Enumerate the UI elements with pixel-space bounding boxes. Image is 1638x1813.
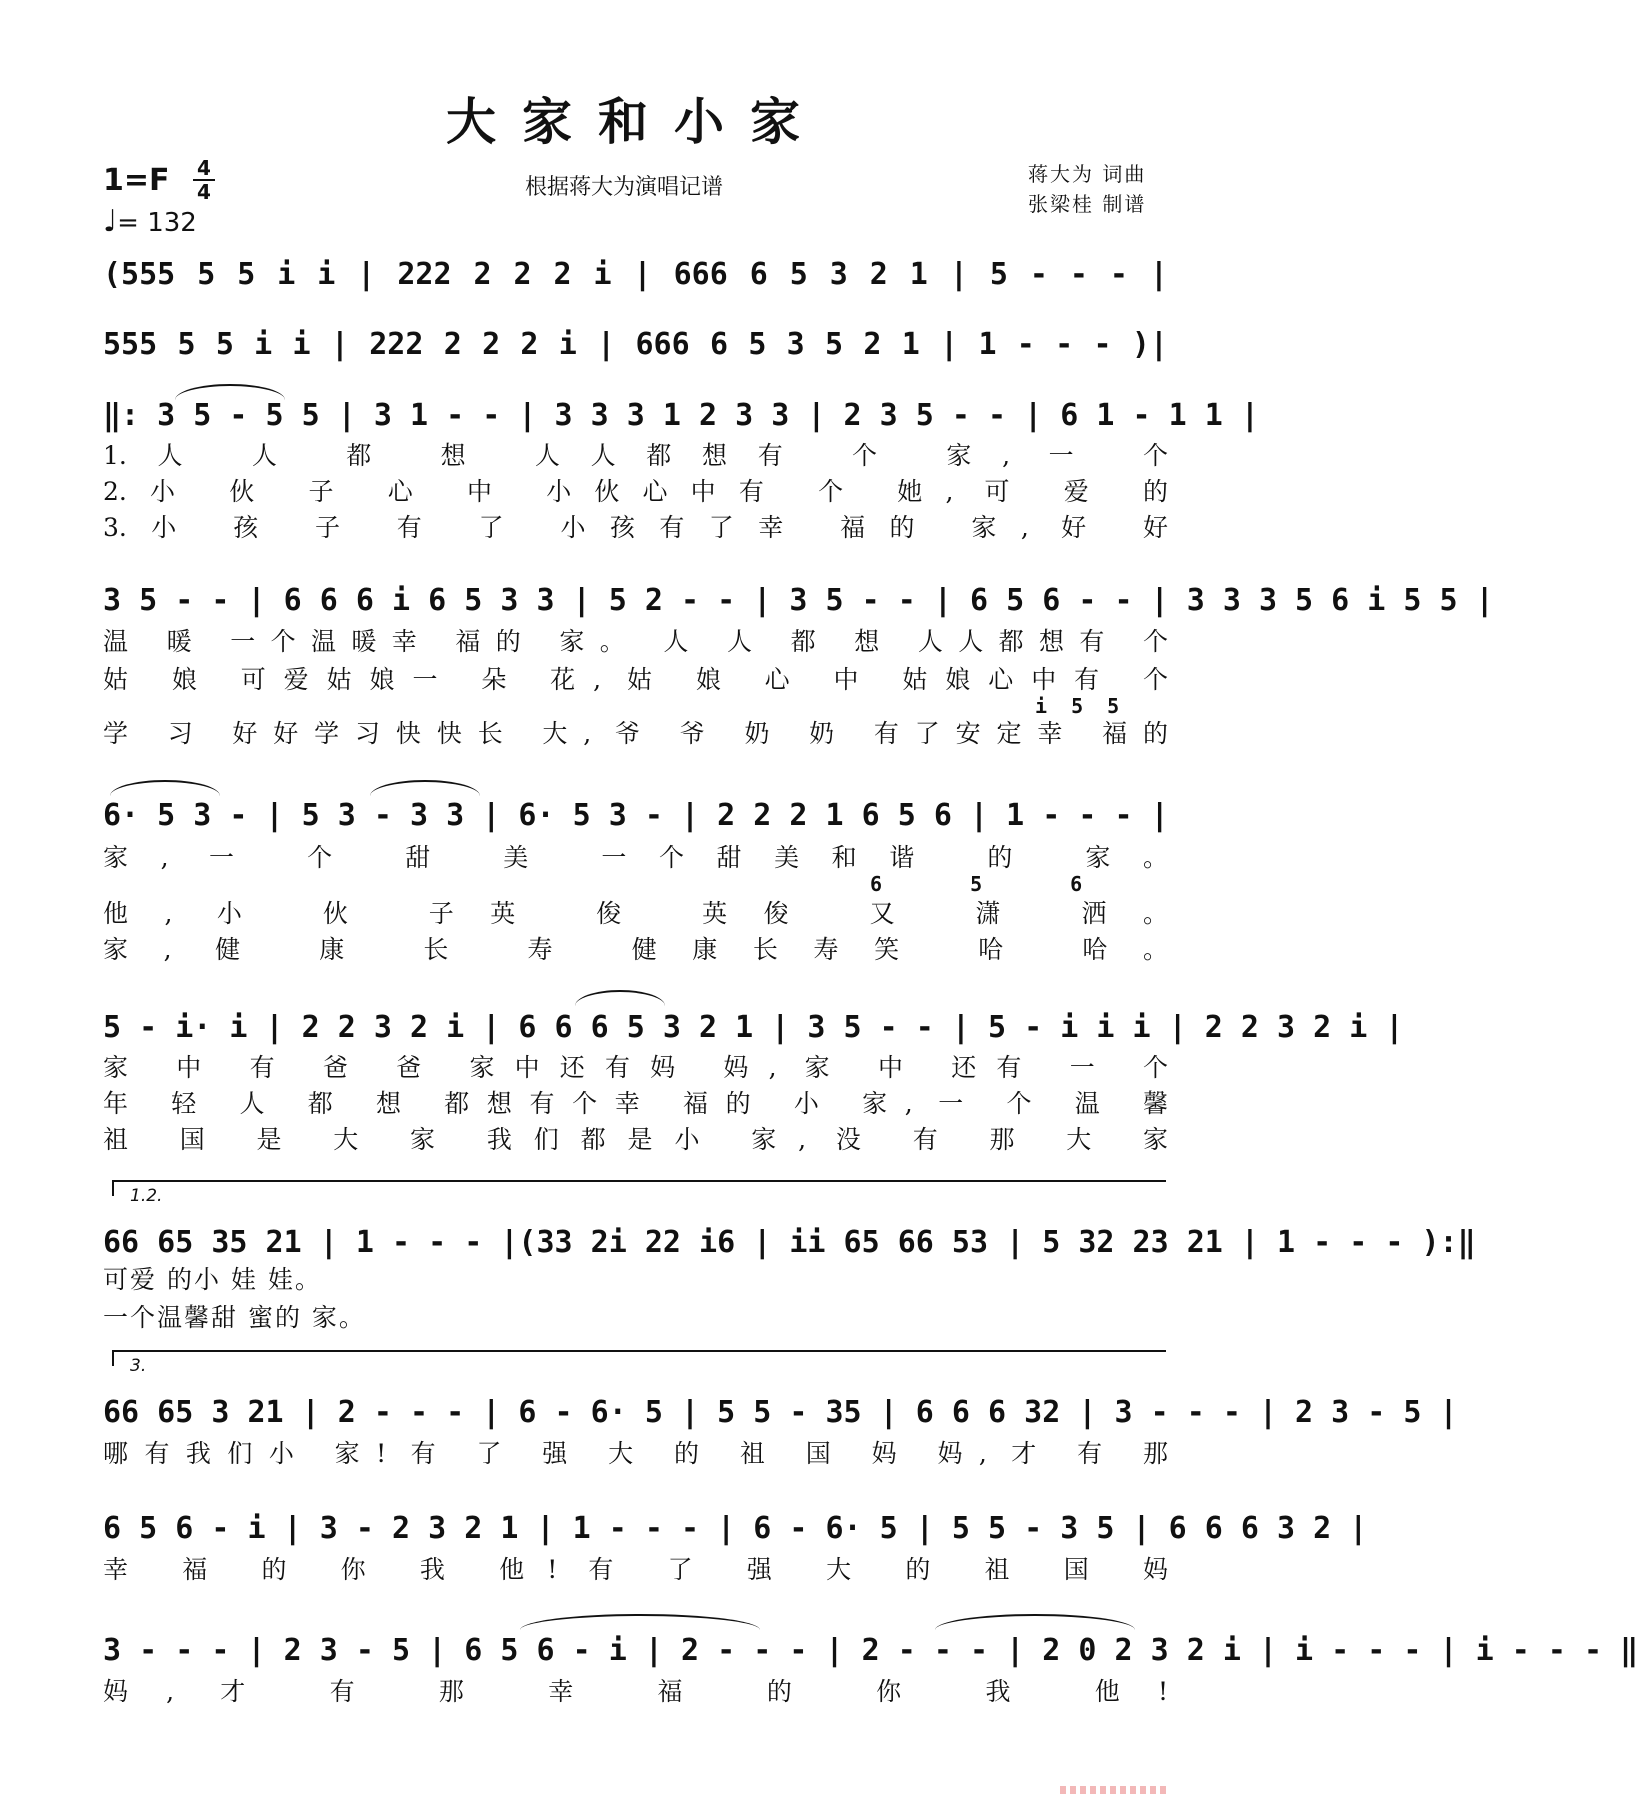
ending-label: 1.2. <box>130 1186 163 1206</box>
lyric-line: 幸 福 的 你 我 他! 有 了 强 大 的 祖 国 妈 <box>103 1555 1168 1584</box>
notes-line-4: 3 5 - - | 6 6 6 i 6 5 3 3 | 5 2 - - | 3 5 - - | 6 5 6 - - | 3 3 3 5 6 i 5 5 | <box>103 583 1494 618</box>
lyric-line: 1.人 人 都 想 人人都想有 个 家, 一 个 <box>103 441 1168 470</box>
lyric-line: 家 中 有 爸 爸 家中还有妈 妈, 家 中 还有 一 个 <box>103 1053 1168 1082</box>
notes-line-3: ‖: 3 5 - 5 5 | 3 1 - - | 3 3 3 1 2 3 3 | 2 3 5 - - | 6 1 - 1 1 | <box>103 398 1259 433</box>
notes-line-5: 6· 5 3 - | 5 3 - 3 3 | 6· 5 3 - | 2 2 2 1 6 5 6 | 1 - - - | <box>103 798 1169 833</box>
song-title: 大家和小家 <box>446 92 826 151</box>
time-signature <box>193 158 215 202</box>
notes-line-2: 555 5 5 i i | 222 2 2 2 i | 666 6 5 3 5 2 1 | 1 - - - )| <box>103 327 1168 362</box>
lyric-line: 祖 国 是 大 家 我们都是小 家, 没 有 那 大 家 <box>103 1125 1168 1154</box>
lyric-line: 妈, 才 有 那 幸 福 的 你 我 他! <box>103 1677 1168 1706</box>
notes-line-10: 3 - - - | 2 3 - 5 | 6 5 6 - i | 2 - - - | 2 - - - | 2 0 2 3 2 i | i - - - | i - - - ‖ <box>103 1633 1638 1668</box>
notes-line-6: 5 - i· i | 2 2 3 2 i | 6 6 6 5 3 2 1 | 3 5 - - | 5 - i i i | 2 2 3 2 i | <box>103 1010 1404 1045</box>
notes-line-9: 6 5 6 - i | 3 - 2 3 2 1 | 1 - - - | 6 - 6· 5 | 5 5 - 3 5 | 6 6 6 3 2 | <box>103 1511 1368 1546</box>
ending-bracket-3 <box>112 1350 1166 1366</box>
lyric-line: 姑 娘 可爱姑娘一 朵 花, 姑 娘 心 中 姑娘心中有 个 <box>103 665 1168 694</box>
lyric-line: 哪有我们小 家! 有 了 强 大 的 祖 国 妈 妈, 才 有 那 <box>103 1439 1168 1468</box>
credit-score: 张梁桂 制谱 <box>1028 192 1147 216</box>
lyric-line: 他, 小 伙 子英 俊 英俊 又 潇 洒。 <box>103 899 1168 928</box>
ending-bracket-1-2 <box>112 1180 1166 1196</box>
lyric-line: 温 暖 一个温暖幸 福的 家。 人 人 都 想 人人都想有 个 <box>103 627 1168 656</box>
lyric-line: 一个温馨甜 蜜的 家。 <box>103 1303 366 1332</box>
key-signature: 1=F <box>103 163 170 198</box>
notes-line-7: 66 65 35 21 | 1 - - - |(33 2i 22 i6 | ii 65 66 53 | 5 32 23 21 | 1 - - - ):‖ <box>103 1225 1476 1260</box>
tempo-marking <box>103 204 197 239</box>
watermark <box>1060 1786 1170 1794</box>
subtitle: 根据蒋大为演唱记谱 <box>525 175 724 200</box>
credit-lyrics: 蒋大为 词曲 <box>1028 162 1147 186</box>
lyric-line: 2.小 伙 子 心 中 小伙心中有 个 她, 可 爱 的 <box>103 477 1168 506</box>
lyric-line: 家, 健 康 长 寿 健康长寿笑 哈 哈。 <box>103 935 1168 964</box>
lyric-line: 年 轻 人 都 想 都想有个幸 福的 小 家, 一 个 温 馨 <box>103 1089 1168 1118</box>
slur <box>110 780 220 796</box>
variant-notes: 6 5 6 <box>870 872 1121 896</box>
time-signature-top: 4 <box>197 156 211 180</box>
slur <box>520 1614 760 1630</box>
notes-line-8: 66 65 3 21 | 2 - - - | 6 - 6· 5 | 5 5 - 35 | 6 6 6 32 | 3 - - - | 2 3 - 5 | <box>103 1395 1458 1430</box>
time-signature-bottom: 4 <box>197 180 211 204</box>
lyric-line: 学 习 好好学习快快长 大, 爷 爷 奶 奶 有了安定幸 福的 <box>103 719 1168 748</box>
notes-line-1: (555 5 5 i i | 222 2 2 2 i | 666 6 5 3 2 1 | 5 - - - | <box>103 257 1168 292</box>
slur <box>370 780 480 796</box>
lyric-line: 家, 一 个 甜 美 一个甜美和谐 的 家。 <box>103 843 1168 872</box>
slur <box>935 1614 1135 1630</box>
variant-notes: i 5 5 <box>1035 694 1126 718</box>
lyric-line: 可爱 的小 娃 娃。 <box>103 1265 322 1294</box>
slur <box>575 990 665 1006</box>
lyric-line: 3.小 孩 子 有 了 小孩有了幸 福的 家, 好 好 <box>103 513 1168 542</box>
quarter-note-icon: ♩ <box>103 204 118 239</box>
ending-label: 3. <box>130 1356 147 1376</box>
tempo-value: = 132 <box>117 208 197 238</box>
